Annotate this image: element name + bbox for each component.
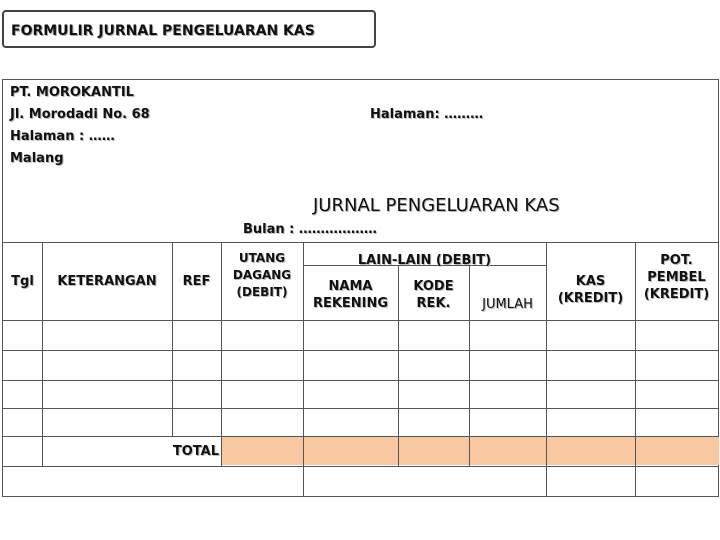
page-number-right: Halaman: ……… [370, 107, 484, 122]
header-keterangan: KETERANGAN [57, 274, 157, 289]
header-kode-line1: KODE [413, 279, 454, 294]
journal-title: JURNAL PENGELUARAN KAS [313, 195, 560, 216]
row-line [3, 466, 718, 467]
header-tgl: Tgl [11, 274, 34, 289]
header-utang-line1: UTANG [238, 251, 286, 265]
page-number-left: Halaman : …… [10, 129, 115, 144]
header-pot-line3: (KREDIT) [643, 287, 710, 302]
total-label: TOTAL [172, 444, 219, 459]
total-row-fill [221, 437, 719, 465]
header-utang-dagang [221, 250, 303, 301]
header-kas-kredit [546, 273, 635, 307]
header-jumlah: JUMLAH [482, 297, 533, 312]
company-name: PT. MOROKANTIL [10, 85, 134, 100]
header-kode-line2: REK. [416, 296, 451, 311]
table-top-line [3, 242, 718, 243]
header-kas-line1: KAS [575, 274, 606, 289]
row-line [3, 380, 718, 381]
header-bottom-line [3, 320, 718, 321]
journal-form [2, 79, 719, 497]
company-address: Jl. Morodadi No. 68 [10, 107, 150, 122]
month-label: Bulan : ……………… [243, 222, 377, 237]
header-kas-line2: (KREDIT) [557, 291, 624, 306]
header-pot-pembel [635, 252, 718, 303]
form-title-box [2, 10, 376, 48]
header-nama-line2: REKENING [312, 296, 389, 311]
row-line [3, 408, 718, 409]
form-title: FORMULIR JURNAL PENGELUARAN KAS [11, 23, 315, 39]
company-city: Malang [10, 151, 64, 166]
header-utang-line3: (DEBIT) [236, 285, 288, 299]
row-line [3, 436, 718, 437]
header-lain-lain: LAIN-LAIN (DEBIT) [357, 253, 492, 268]
header-nama-line1: NAMA [328, 279, 373, 294]
header-nama-rekening [303, 278, 398, 312]
header-utang-line2: DAGANG [232, 268, 292, 282]
col-line-keterangan [172, 242, 173, 436]
header-pot-line1: POT. [660, 253, 693, 268]
header-kode-rek [398, 278, 469, 312]
header-pot-line2: PEMBEL [647, 270, 706, 285]
header-ref: REF [182, 274, 211, 289]
row-line [3, 350, 718, 351]
